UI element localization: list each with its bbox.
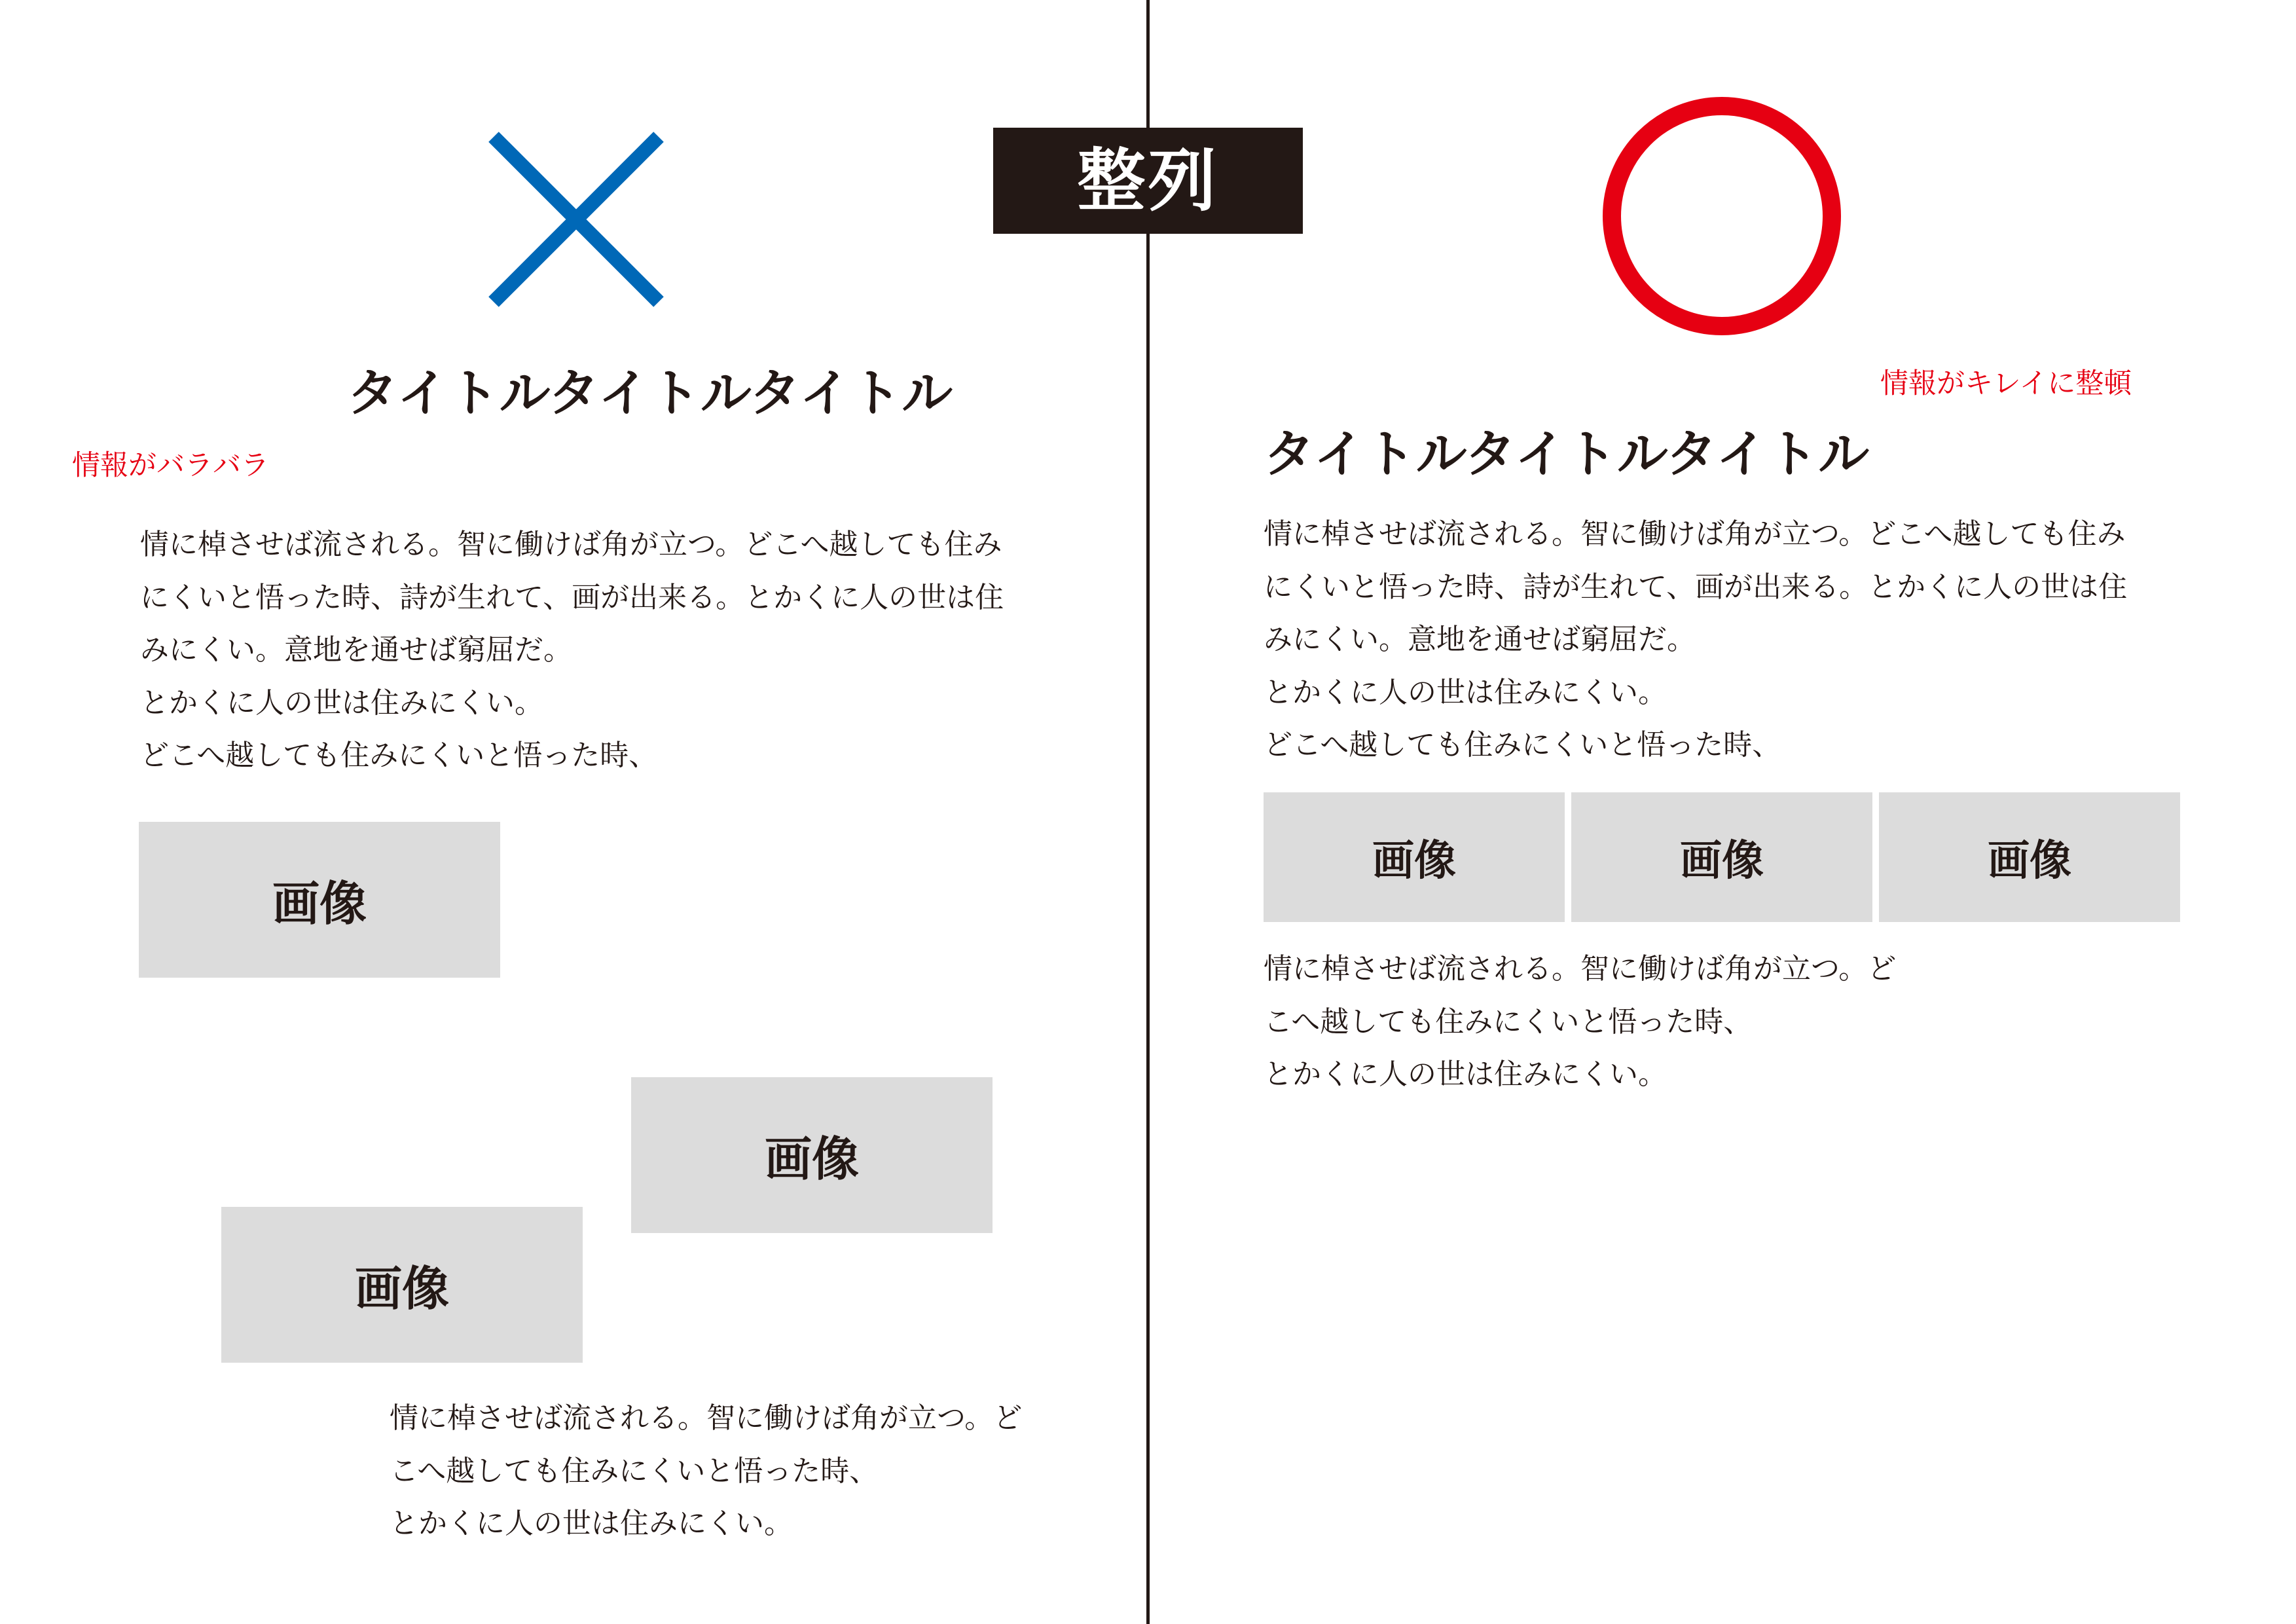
- paragraph-line: とかくに人の世は住みにくい。: [140, 686, 543, 720]
- cross-icon: [484, 128, 668, 311]
- alignment-badge: 整列: [993, 128, 1303, 234]
- circle-icon: [1597, 92, 1846, 341]
- paragraph-line: こへ越しても住みにくいと悟った時、: [1264, 1005, 1753, 1039]
- image-placeholder: 画像: [1571, 792, 1872, 922]
- bad-example-title: タイトルタイトルタイトル: [347, 364, 953, 423]
- paragraph-line: とかくに人の世は住みにくい。: [1264, 675, 1667, 709]
- paragraph-line: みにくい。意地を通せば窮屈だ。: [1264, 623, 1696, 656]
- paragraph-line: 情に棹させば流される。智に働けば角が立つ。ど: [1264, 952, 1897, 986]
- bad-example-paragraph-2: [390, 1392, 1022, 1551]
- good-example-note: 情報がキレイに整頓: [1880, 367, 2132, 400]
- paragraph-line: とかくに人の世は住みにくい。: [1264, 1058, 1667, 1091]
- good-example-paragraph-1: [1264, 508, 2127, 772]
- center-divider: [1146, 0, 1150, 1624]
- image-placeholder: 画像: [139, 822, 500, 978]
- image-placeholder: 画像: [221, 1207, 583, 1363]
- paragraph-line: 情に棹させば流される。智に働けば角が立つ。どこへ越しても住み: [140, 528, 1002, 561]
- paragraph-line: みにくい。意地を通せば窮屈だ。: [140, 633, 572, 667]
- image-placeholder: 画像: [1264, 792, 1565, 922]
- paragraph-line: とかくに人の世は住みにくい。: [390, 1507, 793, 1540]
- paragraph-line: こへ越しても住みにくいと悟った時、: [390, 1454, 879, 1488]
- bad-example-paragraph-1: [140, 519, 1004, 783]
- paragraph-line: にくいと悟った時、詩が生れて、画が出来る。とかくに人の世は住: [1264, 570, 2128, 604]
- paragraph-line: どこへ越しても住みにくいと悟った時、: [140, 739, 658, 772]
- paragraph-line: どこへ越しても住みにくいと悟った時、: [1264, 728, 1781, 762]
- good-example-paragraph-2: [1264, 943, 1896, 1101]
- paragraph-line: 情に棹させば流される。智に働けば角が立つ。どこへ越しても住み: [1264, 517, 2126, 551]
- bad-example-note: 情報がバラバラ: [72, 449, 269, 482]
- image-placeholder: 画像: [1879, 792, 2180, 922]
- paragraph-line: にくいと悟った時、詩が生れて、画が出来る。とかくに人の世は住: [140, 580, 1004, 614]
- image-placeholder: 画像: [631, 1077, 993, 1233]
- paragraph-line: 情に棹させば流される。智に働けば角が立つ。ど: [390, 1401, 1023, 1435]
- good-example-title: タイトルタイトルタイトル: [1264, 425, 1870, 484]
